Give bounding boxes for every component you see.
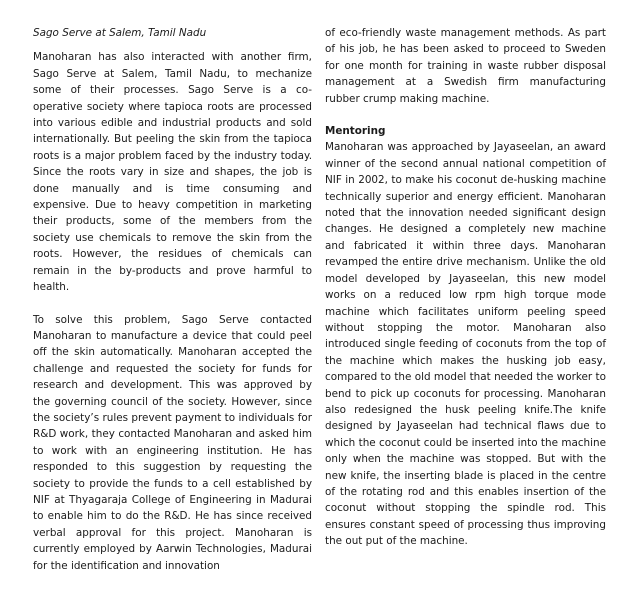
left-column [33, 25, 312, 590]
paragraph-continuation: of eco-friendly waste management methods. As part of his job, he has been asked to proceed to Sweden for one month for training in waste rubber disposal management at a Swedish firm manufacturing rubber crump making machine. [325, 27, 606, 105]
paragraph-mentoring: Manoharan was approached by Jayaseelan, an award winner of the second annual national competition of NIF in 2002, to make his coconut de-husking machine technically superior and energy efficient. Manoharan noted that the innovation needed significant design changes. He designed a completely new machine and fabricated it within three days. Manoharan revamped the entire drive mechanism. Unlike the old model developed by Jayaseelan, this new model works on a reduced low rpm high torque mode machine which facilitates uniform peeling speed without stopping the motor. Manoharan also introduced single feeding of coconuts from the top of the machine which makes the husking job easy, compared to the old model that needed the worker to bend to pick up coconuts for processing. Manoharan also redesigned the husk peeling knife.The knife designed by Jayaseelan had technical flaws due to which the coconut could be inserted into the machine only when the machine was stopped. But with the new knife, the inserting blade is placed in the centre of the rotating rod and this enables insertion of the coconut without stopping the spindle rod. This ensures constant speed of processing thus improving the out put of the machine. [325, 141, 606, 548]
right-column [325, 25, 606, 566]
heading-mentoring: Mentoring [325, 125, 386, 138]
paragraph-sago-solution: To solve this problem, Sago Serve contacted Manoharan to manufacture a device that could peel off the skin automatically. Manoharan accepted the challenge and requested the society for funds for research and development. This was approved by the governing council of the society. However, since the society’s rules prevent payment to individuals for R&D work, they contacted Manoharan and asked him to work with an engineering institution. He has responded to this suggestion by requesting the society to provide the funds to a cell established by NIF at Thyagaraja College of Engineering in Madurai to enable him to do the R&D. He has since received verbal approval for this project. Manoharan is currently employed by Aarwin Technologies, Madurai for the identification and innovation [33, 313, 312, 572]
paragraph-sago-intro: Manoharan has also interacted with another firm, Sago Serve at Salem, Tamil Nadu, to mechanize some of their processes. Sago Serve is a co-operative society where tapioca roots are processed into various edible and industrial products and sold internationally. But peeling the skin from the tapioca roots is a major problem faced by the industry today. Since the roots vary in size and shapes, the job is done manually and is time consuming and expensive. Due to heavy competition in marketing their products, some of the members from the society use chemicals to remove the skin from the roots. However, the residues of chemicals can remain in the by-products and prove harmful to health. [33, 51, 312, 294]
section-title: Sago Serve at Salem, Tamil Nadu [33, 27, 207, 39]
